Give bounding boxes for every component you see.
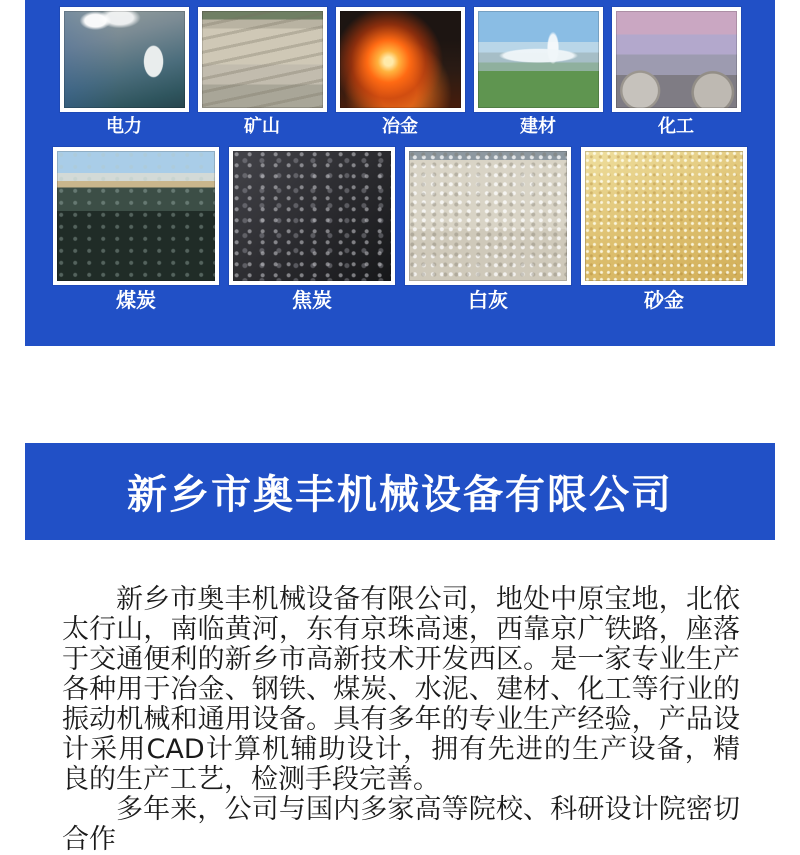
industry-label-lime: 白灰 xyxy=(468,288,508,312)
open-pit-mine-photo xyxy=(202,11,323,108)
industry-label-metallurgy: 冶金 xyxy=(382,116,418,137)
placer-gold-photo xyxy=(585,151,743,281)
industries-section xyxy=(25,0,775,346)
industry-label-coal: 煤炭 xyxy=(116,288,156,312)
photo-frame xyxy=(336,7,465,112)
industry-label-chemical: 化工 xyxy=(658,116,694,137)
company-title: 新乡市奥丰机械设备有限公司 xyxy=(127,472,673,518)
photo-frame xyxy=(198,7,327,112)
power-plant-photo xyxy=(64,11,185,108)
photo-frame xyxy=(405,147,571,285)
industry-card-power xyxy=(60,7,189,138)
industry-card-coke xyxy=(229,147,395,311)
building-materials-plant-photo xyxy=(478,11,599,108)
industries-row-2 xyxy=(25,147,775,311)
industry-card-placer-gold xyxy=(581,147,747,311)
molten-metal-photo xyxy=(340,11,461,108)
chemical-plant-photo xyxy=(616,11,737,108)
industry-card-coal xyxy=(53,147,219,311)
coke-pile-photo xyxy=(233,151,391,281)
photo-frame xyxy=(581,147,747,285)
industries-row-1 xyxy=(25,7,775,138)
photo-frame xyxy=(60,7,189,112)
photo-frame xyxy=(53,147,219,285)
white-lime-photo xyxy=(409,151,567,281)
industry-card-mining xyxy=(198,7,327,138)
company-name-banner xyxy=(25,443,775,540)
industry-label-power: 电力 xyxy=(106,116,142,137)
industry-label-placer-gold: 砂金 xyxy=(644,288,684,312)
photo-frame xyxy=(474,7,603,112)
company-intro-paragraph: 新乡市奥丰机械设备有限公司，地处中原宝地，北依太行山，南临黄河，东有京珠高速，西靠京广铁路，座落于交通便利的新乡市高新技术开发西区。是一家专业生产各种用于冶金、钢铁、煤炭、水泥、建材、化工等行业的振动机械和通用设备。具有多年的专业生产经验，产品设计采用CAD计算机辅助设计，拥有先进的生产设备，精良的生产工艺，检测手段完善。 xyxy=(62,584,740,795)
industry-label-mining: 矿山 xyxy=(244,116,280,137)
industry-card-lime xyxy=(405,147,571,311)
industry-label-building-materials: 建材 xyxy=(520,116,556,137)
photo-frame xyxy=(612,7,741,112)
industry-card-building-materials xyxy=(474,7,603,138)
company-intro-paragraph-clipped: 多年来，公司与国内多家高等院校、科研设计院密切合作 xyxy=(62,794,740,855)
company-intro-section xyxy=(62,585,740,855)
photo-frame xyxy=(229,147,395,285)
industry-card-metallurgy xyxy=(336,7,465,138)
industry-card-chemical xyxy=(612,7,741,138)
industry-label-coke: 焦炭 xyxy=(292,288,332,312)
coal-lumps-photo xyxy=(57,151,215,281)
